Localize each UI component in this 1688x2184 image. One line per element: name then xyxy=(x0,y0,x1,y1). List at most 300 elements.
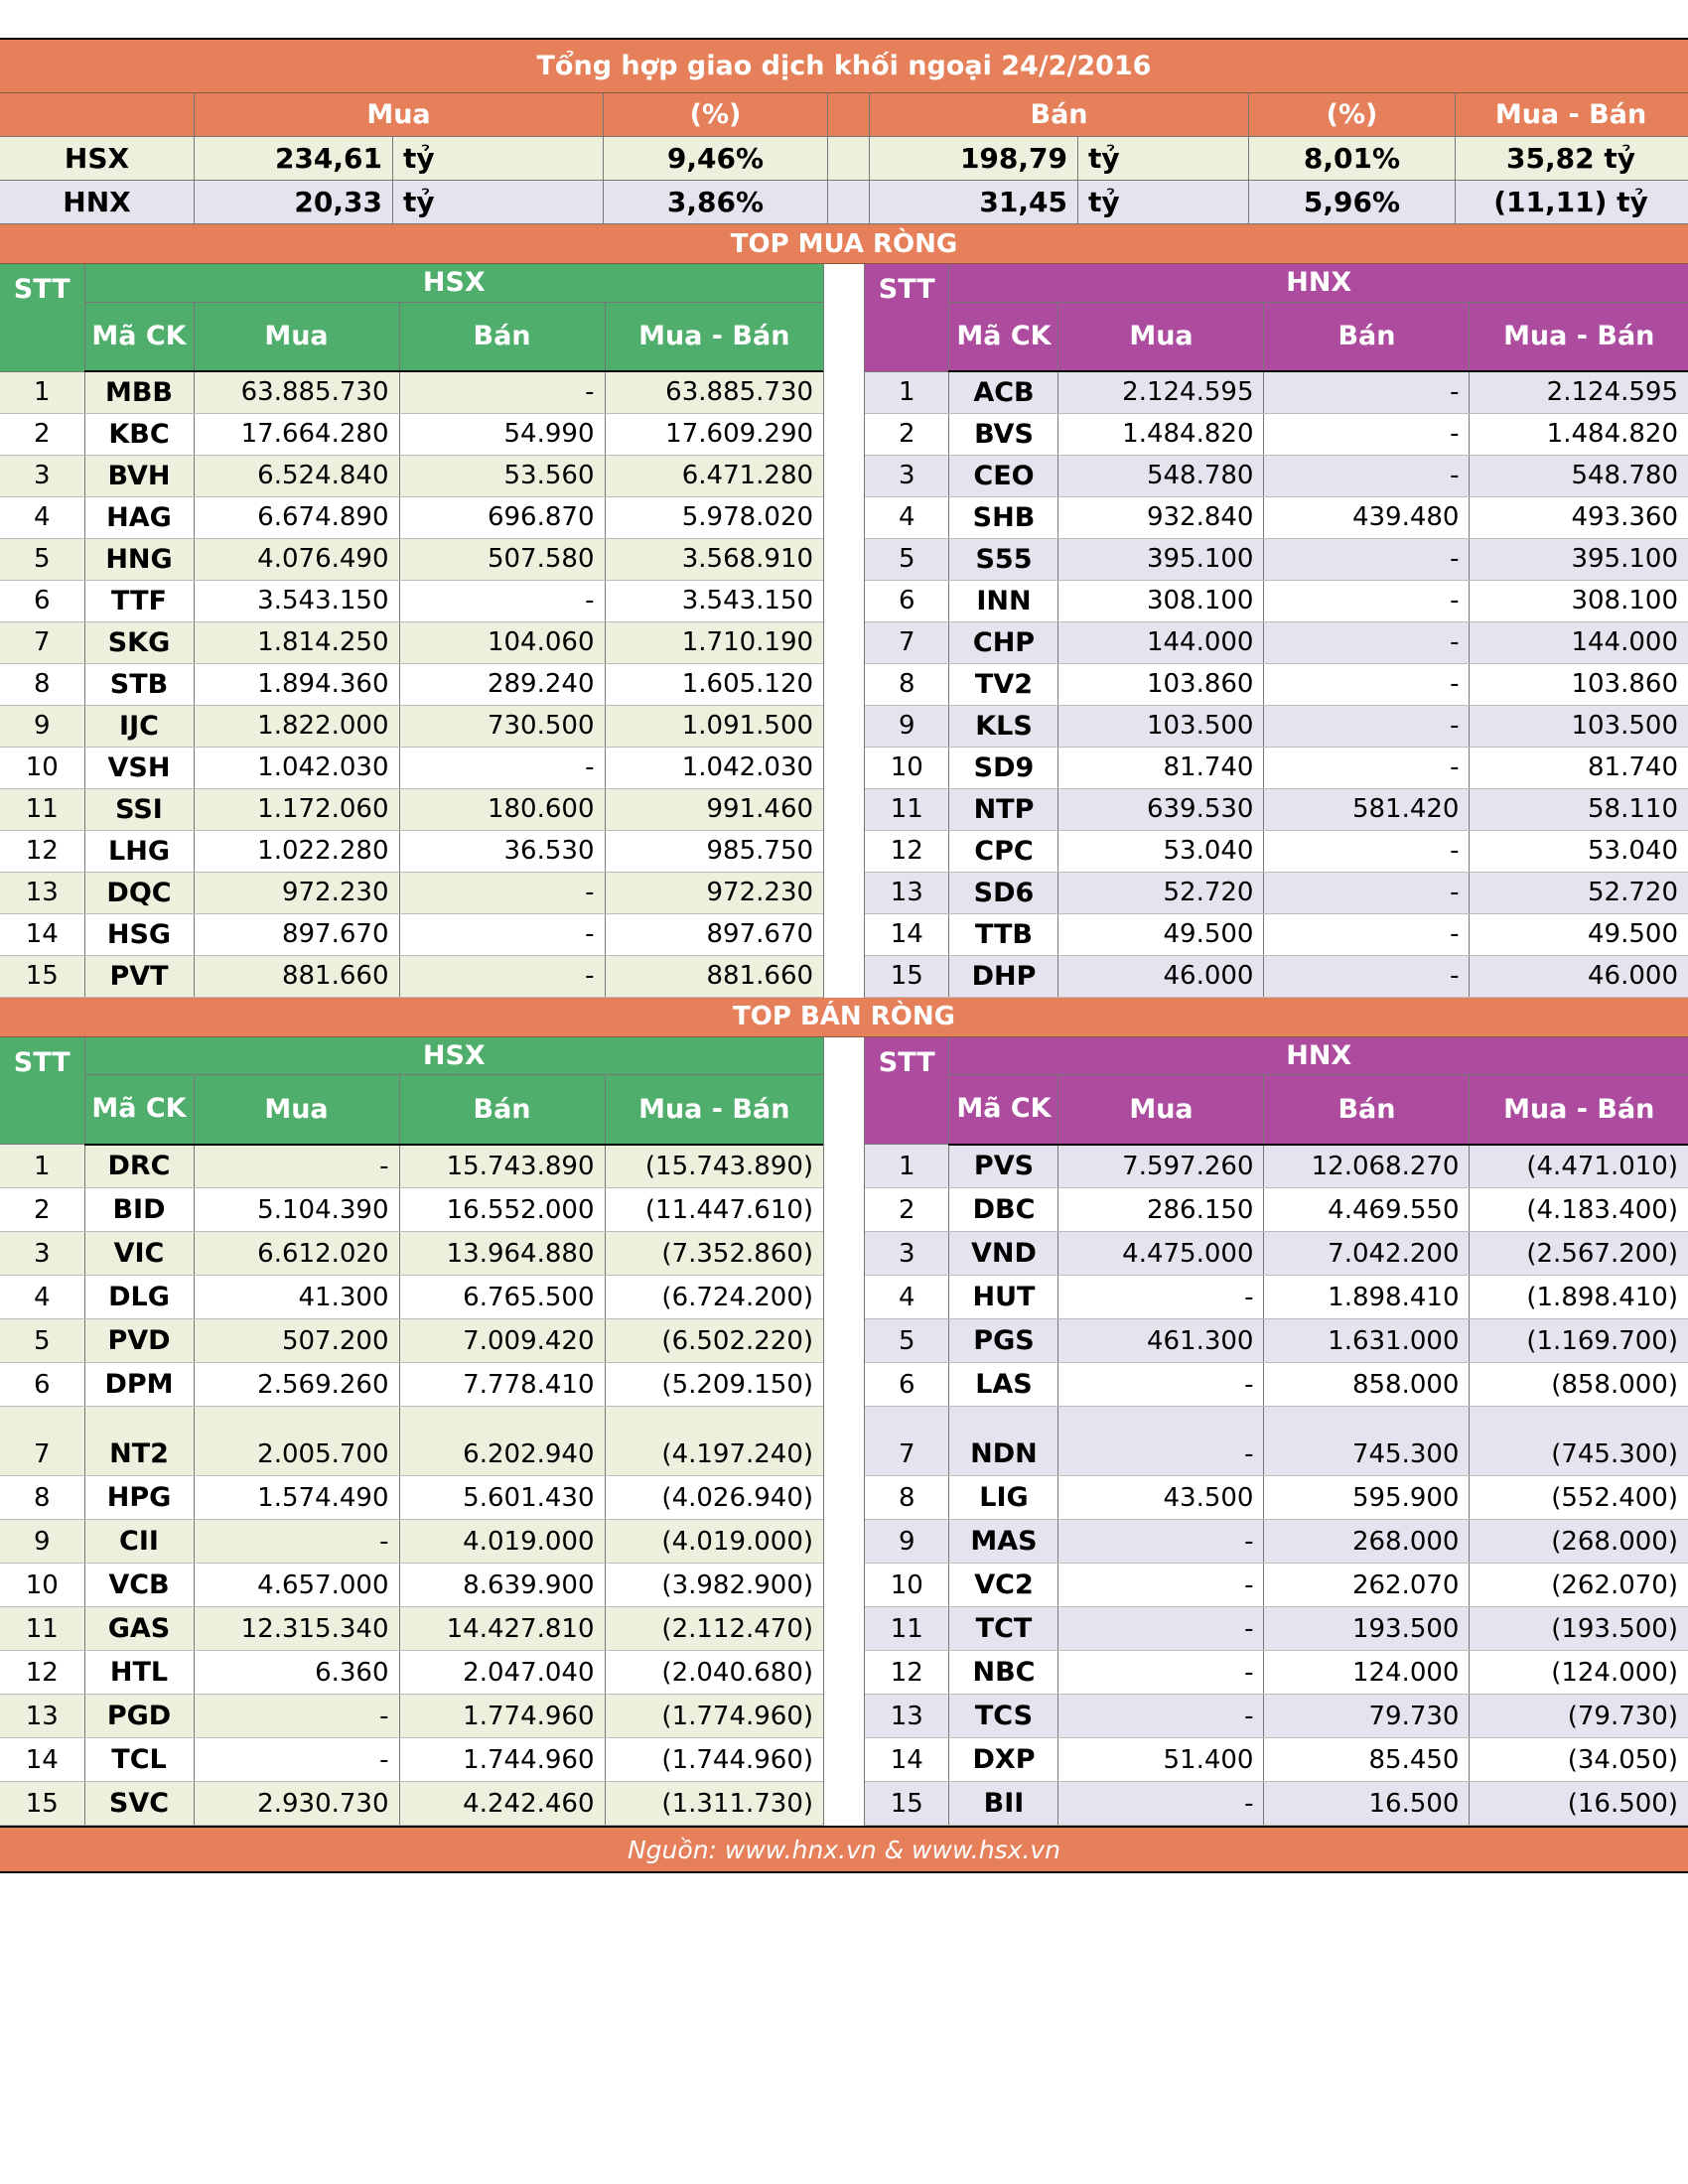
sell-value-cell: 262.070 xyxy=(1264,1564,1470,1607)
net-value-cell: 49.500 xyxy=(1470,913,1688,955)
summary-buy-value: 20,33 xyxy=(195,181,393,223)
rank-cell: 1 xyxy=(0,1145,84,1188)
net-value-cell: (268.000) xyxy=(1470,1520,1688,1564)
table-row xyxy=(0,496,823,538)
table-row xyxy=(865,1695,1688,1738)
buy-value-cell: 53.040 xyxy=(1058,830,1264,872)
sell-value-cell: 12.068.270 xyxy=(1264,1145,1470,1188)
table-row xyxy=(0,1407,823,1476)
buy-value-cell: - xyxy=(194,1145,399,1188)
rank-cell: 10 xyxy=(865,747,949,788)
ticker-cell: HTL xyxy=(84,1651,194,1695)
summary-sell-pct: 5,96% xyxy=(1249,181,1456,223)
buy-value-cell: 1.484.820 xyxy=(1058,413,1264,455)
ticker-cell: CPC xyxy=(949,830,1058,872)
summary-row-hnx xyxy=(0,181,1688,224)
sell-value-cell: - xyxy=(399,872,605,913)
buy-value-cell: - xyxy=(1058,1695,1264,1738)
table-header-row xyxy=(865,1037,1688,1075)
table-row xyxy=(865,413,1688,455)
table-row xyxy=(865,1738,1688,1782)
net-value-cell: (4.197.240) xyxy=(605,1407,823,1476)
buy-value-cell: 507.200 xyxy=(194,1319,399,1363)
table-row xyxy=(0,413,823,455)
summary-buy-unit: tỷ xyxy=(393,137,604,180)
rank-cell: 5 xyxy=(865,538,949,580)
column-header-buy: Mua xyxy=(1058,1075,1264,1145)
summary-exchange-label: HNX xyxy=(0,181,195,223)
rank-cell: 8 xyxy=(0,663,84,705)
sell-value-cell: 7.778.410 xyxy=(399,1363,605,1407)
rank-cell: 1 xyxy=(865,1145,949,1188)
table-row xyxy=(0,538,823,580)
buy-value-cell: 4.076.490 xyxy=(194,538,399,580)
buy-value-cell: 932.840 xyxy=(1058,496,1264,538)
summary-header-net: Mua - Bán xyxy=(1494,99,1647,130)
sell-value-cell: 439.480 xyxy=(1264,496,1470,538)
sell-value-cell: - xyxy=(1264,872,1470,913)
sell-value-cell: 180.600 xyxy=(399,788,605,830)
ticker-cell: KBC xyxy=(84,413,194,455)
net-value-cell: (262.070) xyxy=(1470,1564,1688,1607)
rank-cell: 8 xyxy=(865,663,949,705)
net-value-cell: 3.568.910 xyxy=(605,538,823,580)
table-row xyxy=(0,955,823,997)
buy-value-cell: - xyxy=(194,1695,399,1738)
table-row xyxy=(865,1188,1688,1232)
rank-cell: 9 xyxy=(0,1520,84,1564)
table-row xyxy=(0,1651,823,1695)
table-row xyxy=(0,1564,823,1607)
sell-value-cell: - xyxy=(1264,580,1470,621)
sell-value-cell: 36.530 xyxy=(399,830,605,872)
ticker-cell: LIG xyxy=(949,1476,1058,1520)
table-row xyxy=(865,747,1688,788)
buy-value-cell: 6.612.020 xyxy=(194,1232,399,1276)
buy-value-cell: - xyxy=(1058,1607,1264,1651)
table-row xyxy=(865,621,1688,663)
sell-value-cell: 53.560 xyxy=(399,455,605,496)
table-row xyxy=(0,705,823,747)
rank-cell: 9 xyxy=(865,1520,949,1564)
net-value-cell: 5.978.020 xyxy=(605,496,823,538)
sell-value-cell: 15.743.890 xyxy=(399,1145,605,1188)
summary-sell-unit: tỷ xyxy=(1078,137,1249,180)
ticker-cell: S55 xyxy=(949,538,1058,580)
ticker-cell: MBB xyxy=(84,371,194,413)
buy-value-cell: 1.042.030 xyxy=(194,747,399,788)
sell-value-cell: 4.242.460 xyxy=(399,1782,605,1826)
rank-cell: 1 xyxy=(865,371,949,413)
ticker-cell: VND xyxy=(949,1232,1058,1276)
summary-buy-value: 234,61 xyxy=(195,137,393,180)
buy-value-cell: 3.543.150 xyxy=(194,580,399,621)
rank-cell: 5 xyxy=(0,1319,84,1363)
buy-value-cell: - xyxy=(1058,1363,1264,1407)
net-value-cell: 52.720 xyxy=(1470,872,1688,913)
table-row xyxy=(0,788,823,830)
net-value-cell: (1.311.730) xyxy=(605,1782,823,1826)
table-header-row xyxy=(0,264,823,302)
buy-value-cell: - xyxy=(1058,1520,1264,1564)
net-value-cell: (3.982.900) xyxy=(605,1564,823,1607)
rank-cell: 7 xyxy=(0,1407,84,1476)
ticker-cell: DQC xyxy=(84,872,194,913)
table-row xyxy=(0,872,823,913)
sell-value-cell: 54.990 xyxy=(399,413,605,455)
top-sell-title: TOP BÁN RÒNG xyxy=(0,998,1688,1037)
buy-value-cell: 1.172.060 xyxy=(194,788,399,830)
sell-value-cell: - xyxy=(1264,955,1470,997)
table-row xyxy=(865,1407,1688,1476)
rank-cell: 5 xyxy=(0,538,84,580)
column-header-sell: Bán xyxy=(399,1075,605,1145)
exchange-header: HNX xyxy=(949,1037,1688,1075)
net-value-cell: 3.543.150 xyxy=(605,580,823,621)
sell-value-cell: 7.009.420 xyxy=(399,1319,605,1363)
summary-header-ban: Bán xyxy=(870,93,1249,136)
sell-value-cell: 79.730 xyxy=(1264,1695,1470,1738)
rank-cell: 4 xyxy=(865,496,949,538)
net-value-cell: 81.740 xyxy=(1470,747,1688,788)
buy-value-cell: - xyxy=(194,1520,399,1564)
table-row xyxy=(865,1607,1688,1651)
top-buy-hnx-table xyxy=(865,264,1688,998)
table-row xyxy=(0,663,823,705)
sell-value-cell: - xyxy=(1264,830,1470,872)
sell-value-cell: - xyxy=(1264,371,1470,413)
sell-value-cell: - xyxy=(1264,621,1470,663)
buy-value-cell: 4.657.000 xyxy=(194,1564,399,1607)
table-row xyxy=(865,788,1688,830)
net-value-cell: (15.743.890) xyxy=(605,1145,823,1188)
table-row xyxy=(0,1476,823,1520)
ticker-cell: BVH xyxy=(84,455,194,496)
net-value-cell: (2.112.470) xyxy=(605,1607,823,1651)
ticker-cell: NBC xyxy=(949,1651,1058,1695)
column-header-stt: STT xyxy=(865,264,949,371)
ticker-cell: LAS xyxy=(949,1363,1058,1407)
table-row xyxy=(0,913,823,955)
sell-value-cell: - xyxy=(1264,538,1470,580)
sell-value-cell: 268.000 xyxy=(1264,1520,1470,1564)
sell-value-cell: 1.774.960 xyxy=(399,1695,605,1738)
ticker-cell: ACB xyxy=(949,371,1058,413)
top-buy-hsx-table xyxy=(0,264,823,998)
ticker-cell: TCL xyxy=(84,1738,194,1782)
buy-value-cell: - xyxy=(1058,1276,1264,1319)
table-row xyxy=(0,621,823,663)
buy-value-cell: 81.740 xyxy=(1058,747,1264,788)
column-header-buy: Mua xyxy=(194,302,399,371)
buy-value-cell: 6.674.890 xyxy=(194,496,399,538)
rank-cell: 9 xyxy=(0,705,84,747)
summary-gap xyxy=(828,181,870,223)
sell-value-cell: 1.631.000 xyxy=(1264,1319,1470,1363)
buy-value-cell: 17.664.280 xyxy=(194,413,399,455)
net-value-cell: 1.605.120 xyxy=(605,663,823,705)
rank-cell: 10 xyxy=(0,1564,84,1607)
ticker-cell: SVC xyxy=(84,1782,194,1826)
table-row xyxy=(0,1188,823,1232)
sell-value-cell: 745.300 xyxy=(1264,1407,1470,1476)
buy-value-cell: 395.100 xyxy=(1058,538,1264,580)
table-row xyxy=(865,913,1688,955)
net-value-cell: 991.460 xyxy=(605,788,823,830)
foreign-trading-sheet xyxy=(0,38,1688,1873)
sell-value-cell: 85.450 xyxy=(1264,1738,1470,1782)
buy-value-cell: 1.574.490 xyxy=(194,1476,399,1520)
sell-value-cell: - xyxy=(1264,413,1470,455)
ticker-cell: HUT xyxy=(949,1276,1058,1319)
table-row xyxy=(0,747,823,788)
rank-cell: 14 xyxy=(865,913,949,955)
net-value-cell: (16.500) xyxy=(1470,1782,1688,1826)
table-header-row xyxy=(865,264,1688,302)
ticker-cell: NT2 xyxy=(84,1407,194,1476)
net-value-cell: (2.040.680) xyxy=(605,1651,823,1695)
table-row xyxy=(0,1738,823,1782)
rank-cell: 6 xyxy=(865,580,949,621)
ticker-cell: NTP xyxy=(949,788,1058,830)
buy-value-cell: 49.500 xyxy=(1058,913,1264,955)
buy-value-cell: 308.100 xyxy=(1058,580,1264,621)
buy-value-cell: 2.005.700 xyxy=(194,1407,399,1476)
net-value-cell: (1.774.960) xyxy=(605,1695,823,1738)
net-value-cell: 897.670 xyxy=(605,913,823,955)
buy-value-cell: 63.885.730 xyxy=(194,371,399,413)
table-row xyxy=(0,1232,823,1276)
table-row xyxy=(865,1564,1688,1607)
buy-value-cell: 41.300 xyxy=(194,1276,399,1319)
net-value-cell: (4.183.400) xyxy=(1470,1188,1688,1232)
rank-cell: 10 xyxy=(0,747,84,788)
rank-cell: 11 xyxy=(865,1607,949,1651)
table-row xyxy=(0,1782,823,1826)
summary-sell-value: 198,79 xyxy=(870,137,1078,180)
rank-cell: 4 xyxy=(0,496,84,538)
rank-cell: 4 xyxy=(0,1276,84,1319)
summary-net-value: (11,11) tỷ xyxy=(1493,186,1648,218)
sell-value-cell: 124.000 xyxy=(1264,1651,1470,1695)
buy-value-cell: 1.022.280 xyxy=(194,830,399,872)
summary-buy-pct: 3,86% xyxy=(604,181,828,223)
rank-cell: 14 xyxy=(865,1738,949,1782)
rank-cell: 5 xyxy=(865,1319,949,1363)
ticker-cell: SKG xyxy=(84,621,194,663)
rank-cell: 8 xyxy=(865,1476,949,1520)
sell-value-cell: 730.500 xyxy=(399,705,605,747)
ticker-cell: HAG xyxy=(84,496,194,538)
ticker-cell: IJC xyxy=(84,705,194,747)
table-row xyxy=(865,455,1688,496)
summary-buy-unit: tỷ xyxy=(393,181,604,223)
net-value-cell: 881.660 xyxy=(605,955,823,997)
rank-cell: 3 xyxy=(0,1232,84,1276)
rank-cell: 9 xyxy=(865,705,949,747)
sell-value-cell: 507.580 xyxy=(399,538,605,580)
buy-value-cell: 897.670 xyxy=(194,913,399,955)
rank-cell: 12 xyxy=(0,830,84,872)
exchange-header: HSX xyxy=(84,1037,823,1075)
table-gap xyxy=(823,1037,865,1827)
table-row xyxy=(865,663,1688,705)
net-value-cell: 972.230 xyxy=(605,872,823,913)
table-header-row xyxy=(865,1075,1688,1145)
sell-value-cell: - xyxy=(399,913,605,955)
rank-cell: 7 xyxy=(865,1407,949,1476)
sell-value-cell: 6.765.500 xyxy=(399,1276,605,1319)
rank-cell: 15 xyxy=(865,955,949,997)
table-header-row xyxy=(865,302,1688,371)
table-row xyxy=(0,830,823,872)
table-row xyxy=(865,1363,1688,1407)
sell-value-cell: 13.964.880 xyxy=(399,1232,605,1276)
ticker-cell: INN xyxy=(949,580,1058,621)
sell-value-cell: 14.427.810 xyxy=(399,1607,605,1651)
sell-value-cell: 16.500 xyxy=(1264,1782,1470,1826)
rank-cell: 15 xyxy=(0,955,84,997)
buy-value-cell: - xyxy=(194,1738,399,1782)
net-value-cell: (7.352.860) xyxy=(605,1232,823,1276)
table-row xyxy=(0,1520,823,1564)
summary-header xyxy=(0,93,1688,137)
top-sell-hsx-table xyxy=(0,1037,823,1827)
net-value-cell: 1.484.820 xyxy=(1470,413,1688,455)
ticker-cell: TV2 xyxy=(949,663,1058,705)
rank-cell: 2 xyxy=(865,1188,949,1232)
sell-value-cell: 289.240 xyxy=(399,663,605,705)
summary-row-hsx xyxy=(0,137,1688,181)
net-value-cell: 985.750 xyxy=(605,830,823,872)
rank-cell: 3 xyxy=(865,455,949,496)
net-value-cell: (1.744.960) xyxy=(605,1738,823,1782)
column-header-code: Mã CK xyxy=(949,1075,1058,1145)
sell-value-cell: - xyxy=(1264,663,1470,705)
sell-value-cell: 4.469.550 xyxy=(1264,1188,1470,1232)
buy-value-cell: 548.780 xyxy=(1058,455,1264,496)
buy-value-cell: - xyxy=(1058,1782,1264,1826)
ticker-cell: VSH xyxy=(84,747,194,788)
sell-value-cell: - xyxy=(1264,705,1470,747)
table-header-row xyxy=(0,1037,823,1075)
table-row xyxy=(865,955,1688,997)
column-header-code: Mã CK xyxy=(84,302,194,371)
buy-value-cell: 2.569.260 xyxy=(194,1363,399,1407)
net-value-cell: (124.000) xyxy=(1470,1651,1688,1695)
column-header-sell: Bán xyxy=(399,302,605,371)
column-header-net: Mua - Bán xyxy=(605,302,823,371)
buy-value-cell: 2.930.730 xyxy=(194,1782,399,1826)
rank-cell: 11 xyxy=(865,788,949,830)
net-value-cell: (858.000) xyxy=(1470,1363,1688,1407)
net-value-cell: (4.471.010) xyxy=(1470,1145,1688,1188)
summary-header-blank xyxy=(0,93,195,136)
ticker-cell: SD6 xyxy=(949,872,1058,913)
rank-cell: 3 xyxy=(865,1232,949,1276)
top-sell-section xyxy=(0,1037,1688,1827)
rank-cell: 6 xyxy=(0,580,84,621)
ticker-cell: SHB xyxy=(949,496,1058,538)
buy-value-cell: 5.104.390 xyxy=(194,1188,399,1232)
buy-value-cell: 43.500 xyxy=(1058,1476,1264,1520)
summary-header-pct-sell: (%) xyxy=(1249,93,1456,136)
net-value-cell: (11.447.610) xyxy=(605,1188,823,1232)
sell-value-cell: 5.601.430 xyxy=(399,1476,605,1520)
ticker-cell: PGD xyxy=(84,1695,194,1738)
net-value-cell: 395.100 xyxy=(1470,538,1688,580)
ticker-cell: TCS xyxy=(949,1695,1058,1738)
buy-value-cell: - xyxy=(1058,1564,1264,1607)
ticker-cell: DPM xyxy=(84,1363,194,1407)
rank-cell: 14 xyxy=(0,1738,84,1782)
table-row xyxy=(865,1276,1688,1319)
table-row xyxy=(0,1276,823,1319)
rank-cell: 2 xyxy=(865,413,949,455)
summary-header-gap xyxy=(828,93,870,136)
sell-value-cell: - xyxy=(1264,747,1470,788)
ticker-cell: VC2 xyxy=(949,1564,1058,1607)
buy-value-cell: 46.000 xyxy=(1058,955,1264,997)
net-value-cell: (2.567.200) xyxy=(1470,1232,1688,1276)
exchange-header: HNX xyxy=(949,264,1688,302)
table-row xyxy=(0,1607,823,1651)
buy-value-cell: 144.000 xyxy=(1058,621,1264,663)
table-row xyxy=(865,1782,1688,1826)
buy-value-cell: 52.720 xyxy=(1058,872,1264,913)
column-header-code: Mã CK xyxy=(949,302,1058,371)
buy-value-cell: 103.860 xyxy=(1058,663,1264,705)
buy-value-cell: 12.315.340 xyxy=(194,1607,399,1651)
sell-value-cell: - xyxy=(399,371,605,413)
rank-cell: 15 xyxy=(865,1782,949,1826)
ticker-cell: DRC xyxy=(84,1145,194,1188)
sell-value-cell: 104.060 xyxy=(399,621,605,663)
buy-value-cell: 461.300 xyxy=(1058,1319,1264,1363)
table-row xyxy=(865,1232,1688,1276)
table-row xyxy=(865,1145,1688,1188)
rank-cell: 2 xyxy=(0,413,84,455)
summary-gap xyxy=(828,137,870,180)
buy-value-cell: 4.475.000 xyxy=(1058,1232,1264,1276)
buy-value-cell: 2.124.595 xyxy=(1058,371,1264,413)
column-header-sell: Bán xyxy=(1264,302,1470,371)
buy-value-cell: 7.597.260 xyxy=(1058,1145,1264,1188)
table-row xyxy=(865,705,1688,747)
ticker-cell: MAS xyxy=(949,1520,1058,1564)
sell-value-cell: 193.500 xyxy=(1264,1607,1470,1651)
summary-net-value: 35,82 tỷ xyxy=(1506,142,1635,175)
sell-value-cell: 6.202.940 xyxy=(399,1407,605,1476)
table-row xyxy=(0,580,823,621)
summary-header-mua: Mua xyxy=(195,93,604,136)
summary-sell-unit: tỷ xyxy=(1078,181,1249,223)
rank-cell: 3 xyxy=(0,455,84,496)
net-value-cell: 103.500 xyxy=(1470,705,1688,747)
net-value-cell: (4.019.000) xyxy=(605,1520,823,1564)
sheet-title: Tổng hợp giao dịch khối ngoại 24/2/2016 xyxy=(0,40,1688,93)
ticker-cell: VIC xyxy=(84,1232,194,1276)
ticker-cell: NDN xyxy=(949,1407,1058,1476)
table-row xyxy=(0,1695,823,1738)
exchange-header: HSX xyxy=(84,264,823,302)
rank-cell: 15 xyxy=(0,1782,84,1826)
sell-value-cell: 595.900 xyxy=(1264,1476,1470,1520)
summary-buy-pct: 9,46% xyxy=(604,137,828,180)
rank-cell: 14 xyxy=(0,913,84,955)
ticker-cell: HNG xyxy=(84,538,194,580)
sell-value-cell: 581.420 xyxy=(1264,788,1470,830)
